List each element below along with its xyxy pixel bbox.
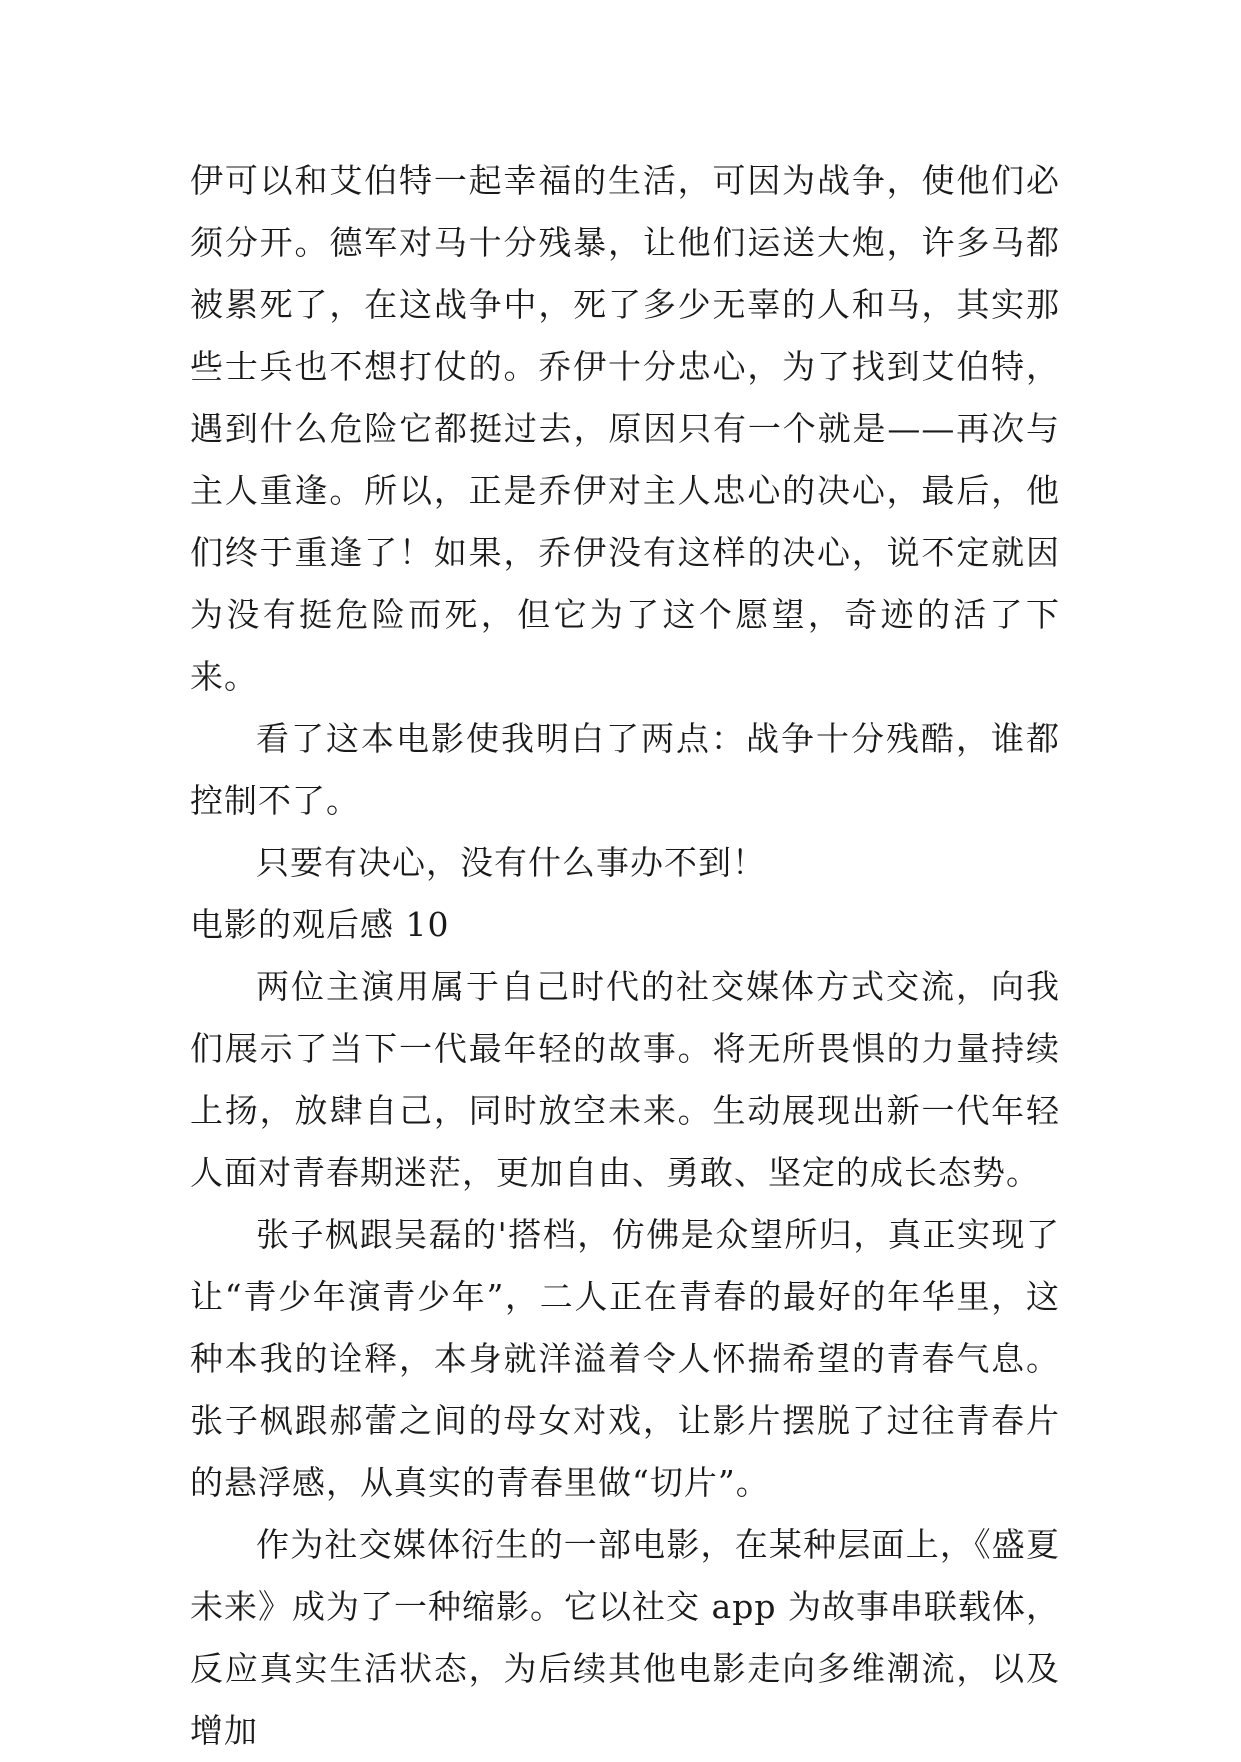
section-title: 电影的观后感 10 (190, 905, 450, 944)
section-paragraph-1: 两位主演用属于自己时代的社交媒体方式交流，向我们展示了当下一代最年轻的故事。将无所畏惧的力量持续上扬，放肆自己，同时放空未来。生动展现出新一代年轻人面对青春期迷茫，更加自由、勇敢、坚定的成长态势。 (190, 967, 1060, 1192)
document-body (190, 150, 1060, 1762)
section-paragraph-2: 张子枫跟吴磊的'搭档，仿佛是众望所归，真正实现了让“青少年演青少年”，二人正在青春的最好的年华里，这种本我的诠释，本身就洋溢着令人怀揣希望的青春气息。张子枫跟郝蕾之间的母女对戏，让影片摆脱了过往青春片的悬浮感，从真实的青春里做“切片”。 (190, 1215, 1060, 1502)
paragraph-1: 伊可以和艾伯特一起幸福的生活，可因为战争，使他们必须分开。德军对马十分残暴，让他们运送大炮，许多马都被累死了，在这战争中，死了多少无辜的人和马，其实那些士兵也不想打仗的。乔伊十分忠心，为了找到艾伯特，遇到什么危险它都挺过去，原因只有一个就是——再次与主人重逢。所以，正是乔伊对主人忠心的决心，最后，他们终于重逢了！如果，乔伊没有这样的决心，说不定就因为没有挺危险而死，但它为了这个愿望，奇迹的活了下来。 (190, 161, 1060, 696)
paragraph-3: 只要有决心，没有什么事办不到！ (256, 843, 766, 882)
section-paragraph-3: 作为社交媒体衍生的一部电影，在某种层面上，《盛夏未来》成为了一种缩影。它以社交 app 为故事串联载体，反应真实生活状态，为后续其他电影走向多维潮流，以及增加 (190, 1525, 1060, 1750)
paragraph-2: 看了这本电影使我明白了两点：战争十分残酷，谁都控制不了。 (190, 719, 1060, 820)
